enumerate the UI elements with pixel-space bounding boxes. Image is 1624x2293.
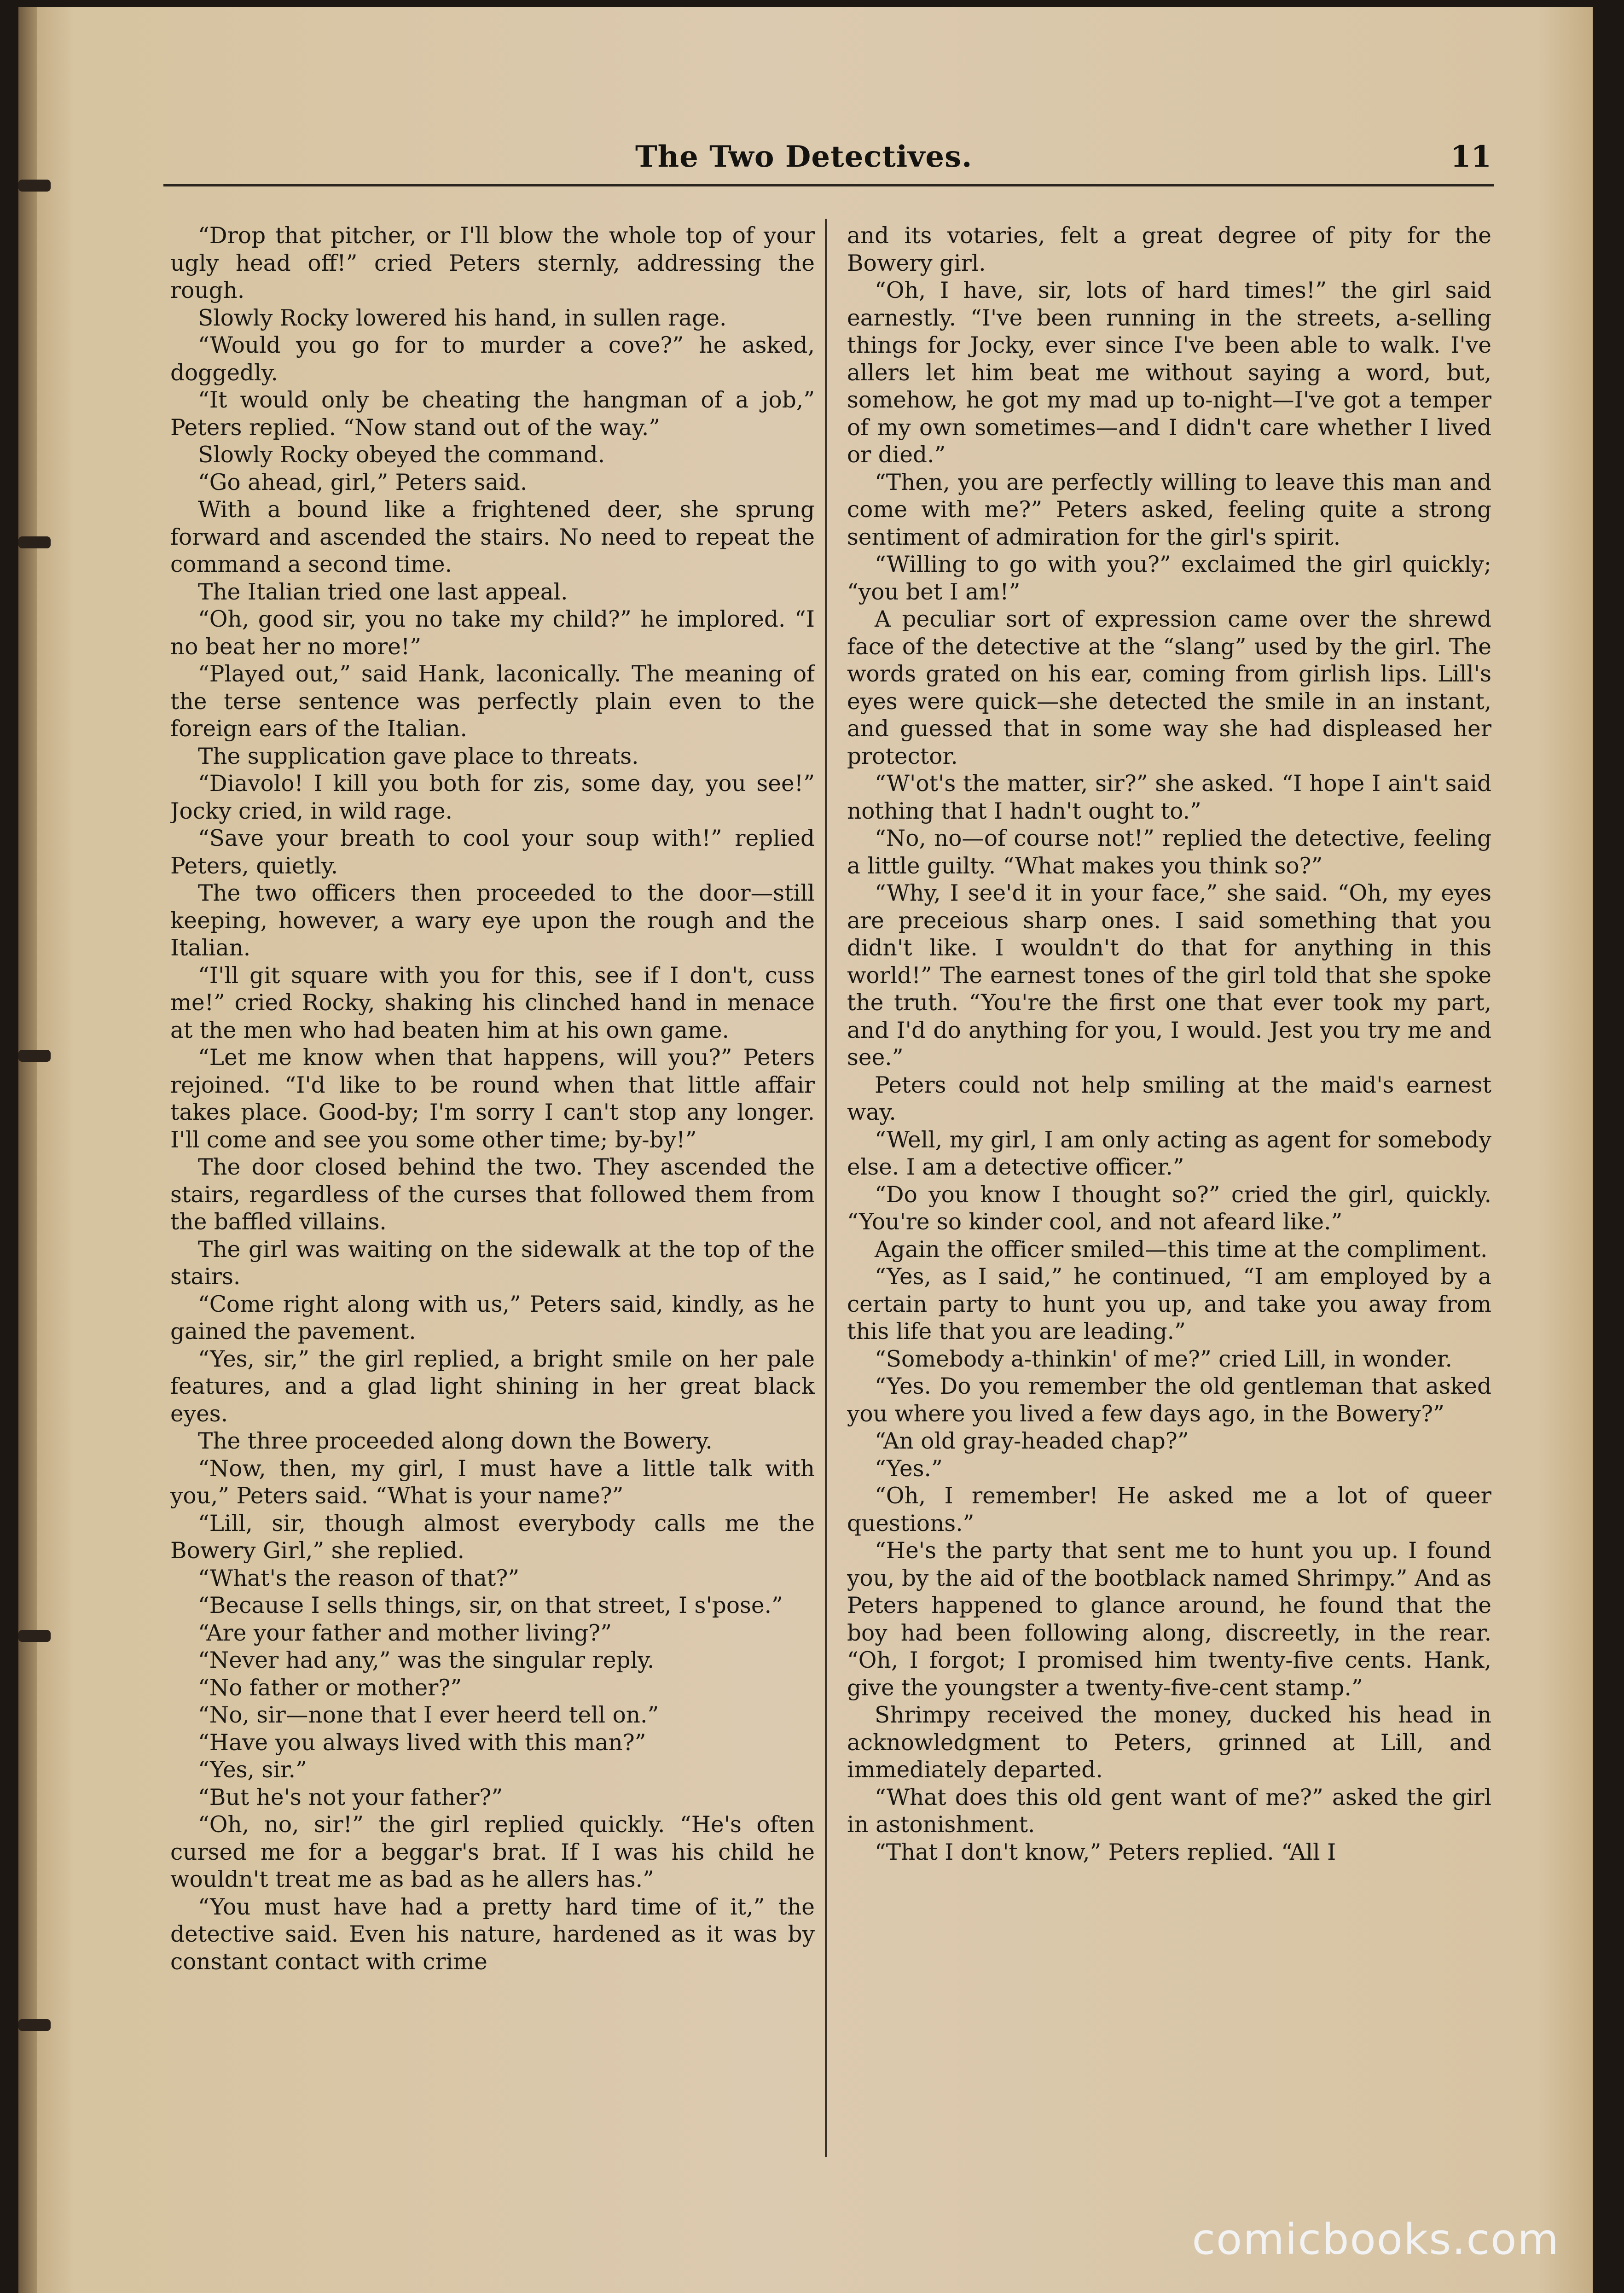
paragraph: Slowly Rocky obeyed the command.	[198, 442, 605, 468]
paragraph: “Oh, I remember! He asked me a lot of queer questions.”	[847, 1483, 1491, 1536]
paragraph: “You must have had a pretty hard time of it,” the detective said. Even his nature, hardened as it was by constant contact with crime	[170, 1894, 815, 1975]
paragraph: “Why, I see'd it in your face,” she said. “Oh, my eyes are preceious sharp ones. I said something that you didn't like. I wouldn't do that for anything in this world!” The earnest tones of the girl told that she spoke the truth. “You're the first one that ever took my part, and I'd do anything for you, I would. Jest you try me and see.”	[847, 880, 1491, 1071]
paragraph: “W'ot's the matter, sir?” she asked. “I hope I ain't said nothing that I hadn't ought to.”	[847, 771, 1491, 824]
paragraph: “No, no—of course not!” replied the detective, feeling a little guilty. “What makes you think so?”	[847, 826, 1491, 879]
paragraph: “Played out,” said Hank, laconically. The meaning of the terse sentence was perfectly plain even to the foreign ears of the Italian.	[170, 661, 815, 742]
paragraph: “Come right along with us,” Peters said, kindly, as he gained the pavement.	[170, 1291, 815, 1344]
paragraph: “Yes, sir,” the girl replied, a bright smile on her pale features, and a glad light shining in her great black eyes.	[170, 1346, 815, 1427]
paragraph: “I'll git square with you for this, see if I don't, cuss me!” cried Rocky, shaking his clinched hand in menace at the men who had beaten him at his own game.	[170, 962, 815, 1043]
paragraph: “Somebody a-thinkin' of me?” cried Lill, in wonder.	[875, 1346, 1452, 1372]
page-header	[170, 140, 1491, 181]
paragraph: “Because I sells things, sir, on that street, I s'pose.”	[198, 1593, 783, 1618]
book-page	[18, 7, 1593, 2293]
paragraph: “Yes, as I said,” he continued, “I am employed by a certain party to hunt you up, and take you away from this life that you are leading.”	[847, 1264, 1491, 1344]
paragraph: “Drop that pitcher, or I'll blow the whole top of your ugly head off!” cried Peters sternly, addressing the rough.	[170, 223, 815, 303]
column-divider	[825, 219, 827, 2157]
paragraph: “What does this old gent want of me?” asked the girl in astonishment.	[847, 1784, 1491, 1838]
paragraph: “An old gray-headed chap?”	[875, 1428, 1189, 1454]
paragraph: Peters could not help smiling at the maid's earnest way.	[847, 1072, 1491, 1125]
paragraph: and its votaries, felt a great degree of pity for the Bowery girl.	[847, 223, 1491, 276]
paragraph: The door closed behind the two. They ascended the stairs, regardless of the curses that followed them from the baffled villains.	[170, 1154, 815, 1235]
paragraph: “No father or mother?”	[198, 1675, 462, 1701]
paragraph: “Diavolo! I kill you both for zis, some day, you see!” Jocky cried, in wild rage.	[170, 771, 815, 824]
paragraph: “No, sir—none that I ever heerd tell on.”	[198, 1702, 659, 1728]
page-number: 11	[1450, 140, 1491, 174]
paragraph: “Oh, I have, sir, lots of hard times!” the girl said earnestly. “I've been running in the streets, a-selling things for Jocky, ever since I've been able to walk. I've allers let him beat me without saying a word, but, somehow, he got my mad up to-night—I've got a temper of my own sometimes—and I didn't care whether I lived or died.”	[847, 278, 1491, 468]
header-rule	[163, 184, 1494, 186]
paragraph: The three proceeded along down the Bowery.	[198, 1428, 713, 1454]
binding-stitch	[18, 1630, 51, 1642]
paragraph: “Would you go for to murder a cove?” he asked, doggedly.	[170, 332, 815, 386]
watermark: comicbooks.com	[1192, 2215, 1560, 2264]
paragraph: “Lill, sir, though almost everybody calls me the Bowery Girl,” she replied.	[170, 1510, 815, 1564]
running-title: The Two Detectives.	[635, 140, 973, 174]
paragraph: “Oh, no, sir!” the girl replied quickly. “He's often cursed me for a beggar's brat. If I was his child he wouldn't treat me as bad as he allers has.”	[170, 1812, 815, 1892]
paragraph: The Italian tried one last appeal.	[198, 579, 568, 605]
paragraph: “Go ahead, girl,” Peters said.	[198, 469, 528, 495]
right-text-column	[847, 222, 1491, 2175]
paragraph: Again the officer smiled—this time at the compliment.	[875, 1236, 1488, 1263]
paragraph: The two officers then proceeded to the door—still keeping, however, a wary eye upon the rough and the Italian.	[170, 880, 815, 961]
paragraph: “Save your breath to cool your soup with!” replied Peters, quietly.	[170, 826, 815, 879]
paragraph: “Now, then, my girl, I must have a little talk with you,” Peters said. “What is your name?”	[170, 1455, 815, 1509]
paragraph: “That I don't know,” Peters replied. “All I	[875, 1839, 1336, 1865]
paragraph: “Then, you are perfectly willing to leave this man and come with me?” Peters asked, feeling quite a strong sentiment of admiration for the girl's spirit.	[847, 469, 1491, 550]
paragraph: “Have you always lived with this man?”	[198, 1729, 646, 1756]
paragraph: “Yes.”	[875, 1455, 943, 1482]
paragraph: A peculiar sort of expression came over the shrewd face of the detective at the “slang” used by the girl. The words grated on his ear, coming from girlish lips. Lill's eyes were quick—she detected the smile in an instant, and guessed that in some way she had displeased her protector.	[847, 606, 1491, 769]
binding-stitch	[18, 180, 51, 192]
binding-stitch	[18, 2019, 51, 2031]
paragraph: “It would only be cheating the hangman of a job,” Peters replied. “Now stand out of the way.”	[170, 387, 815, 441]
paragraph: The girl was waiting on the sidewalk at the top of the stairs.	[170, 1236, 815, 1290]
left-text-column	[170, 222, 815, 2175]
paragraph: “Yes. Do you remember the old gentleman that asked you where you lived a few days ago, in the Bowery?”	[847, 1373, 1491, 1427]
paragraph: The supplication gave place to threats.	[198, 743, 639, 769]
paragraph: Shrimpy received the money, ducked his head in acknowledgment to Peters, grinned at Lill, and immediately departed.	[847, 1702, 1491, 1783]
binding-stitch	[18, 1050, 51, 1062]
binding-stitch	[18, 536, 51, 548]
paragraph: “Willing to go with you?” exclaimed the girl quickly; “you bet I am!”	[847, 552, 1491, 605]
paragraph: “Yes, sir.”	[198, 1757, 307, 1783]
paragraph: “Are your father and mother living?”	[198, 1620, 612, 1646]
paragraph: “Well, my girl, I am only acting as agent for somebody else. I am a detective officer.”	[847, 1127, 1491, 1180]
paragraph: “What's the reason of that?”	[198, 1565, 520, 1591]
paragraph: “But he's not your father?”	[198, 1784, 503, 1810]
paragraph: “He's the party that sent me to hunt you up. I found you, by the aid of the bootblack named Shrimpy.” And as Peters happened to glance around, he found that the boy had been following along, discreetly, in the rear. “Oh, I forgot; I promised him twenty-five cents. Hank, give the youngster a twenty-five-cent stamp.”	[847, 1538, 1491, 1701]
paragraph: With a bound like a frightened deer, she sprung forward and ascended the stairs. No need to repeat the command a second time.	[170, 497, 815, 577]
paragraph: “Let me know when that happens, will you?” Peters rejoined. “I'd like to be round when that little affair takes place. Good-by; I'm sorry I can't stop any longer. I'll come and see you some other time; by-by!”	[170, 1045, 815, 1153]
paragraph: Slowly Rocky lowered his hand, in sullen rage.	[198, 305, 727, 331]
paragraph: “Never had any,” was the singular reply.	[198, 1647, 655, 1673]
paragraph: “Do you know I thought so?” cried the girl, quickly. “You're so kinder cool, and not afeard like.”	[847, 1181, 1491, 1235]
binding-gutter	[18, 7, 37, 2293]
paragraph: “Oh, good sir, you no take my child?” he implored. “I no beat her no more!”	[170, 606, 815, 660]
